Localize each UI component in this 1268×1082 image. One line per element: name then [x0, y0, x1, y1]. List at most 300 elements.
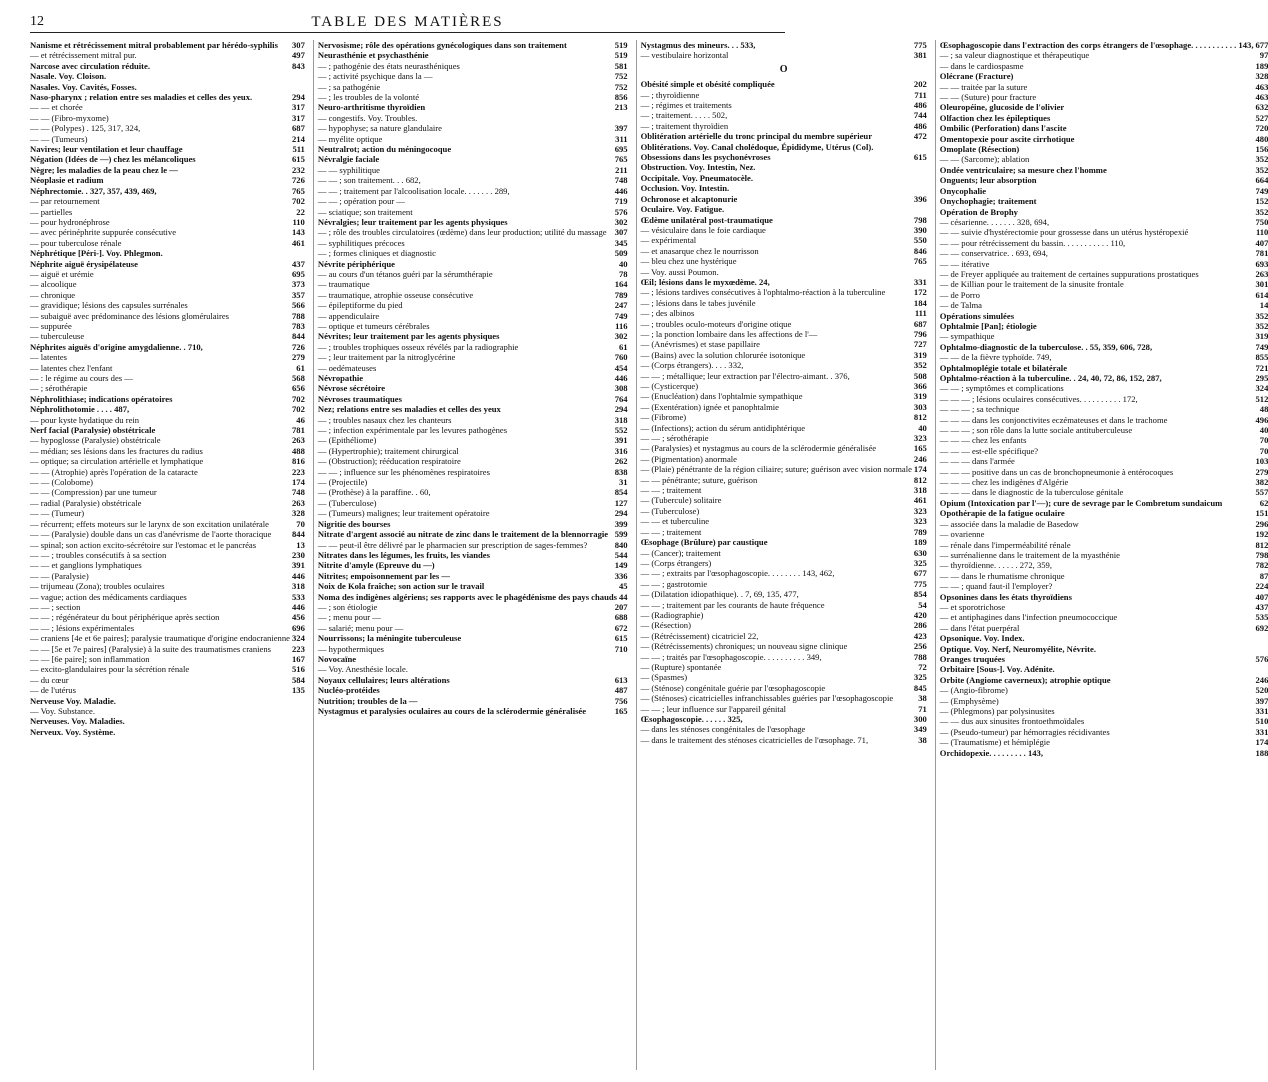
entry-text: — (Infections); action du sérum antidiphtérique: [640, 422, 806, 433]
index-entry: [318, 519, 628, 529]
entry-text: — (Tuberculose): [317, 497, 377, 508]
entry-page: 816: [291, 456, 305, 467]
entry-page: 749: [614, 310, 628, 321]
entry-page: 487: [614, 685, 628, 696]
entry-page: 318: [291, 581, 305, 592]
index-entry: [30, 311, 305, 321]
index-entry: [30, 290, 305, 300]
entry-text: — (Plaie) pénétrante de la région ciliaire; suture; guérison avec vision normale: [640, 464, 912, 475]
entry-text: — ; rôle des troubles circulatoires (œdème) dans leur production; utilité du massage: [317, 227, 607, 238]
entry-page: 46: [296, 414, 305, 425]
entry-page: 223: [291, 643, 305, 654]
entry-text: Névroses traumatiques: [317, 393, 402, 404]
index-column-1: [30, 40, 305, 1070]
entry-text: — de Talma: [939, 300, 982, 311]
entry-page: 615: [614, 633, 628, 644]
entry-page: 70: [296, 518, 305, 529]
entry-page: 70: [1259, 435, 1268, 446]
index-entry: [940, 71, 1268, 81]
entry-text: — — dus aux sinusites frontoethmoïdales: [939, 716, 1085, 727]
entry-text: — ; sa valeur diagnostique et thérapeutique: [939, 50, 1090, 61]
index-entry: [30, 571, 305, 581]
entry-page: 263: [291, 435, 305, 446]
index-entry: [318, 217, 628, 227]
entry-page: 677: [913, 568, 927, 579]
index-entry: [940, 716, 1268, 726]
entry-page: 720: [1255, 123, 1268, 134]
entry-page: 230: [291, 549, 305, 560]
entry-text: — thyroïdienne. . . . . . 272, 359,: [939, 560, 1052, 571]
entry-text: Obstruction. Voy. Intestin, Nez.: [640, 162, 756, 173]
index-entry: [318, 560, 628, 570]
index-entry: [318, 279, 628, 289]
index-entry: [30, 373, 305, 383]
entry-text: — (Tubercule) solitaire: [640, 495, 722, 506]
entry-text: — avec périnéphrite suppurée consécutive: [30, 227, 177, 238]
entry-page: 256: [913, 641, 927, 652]
index-entry: [30, 415, 305, 425]
entry-text: Obésité simple et obésité compliquée: [640, 79, 775, 90]
entry-text: — de Killian pour le traitement de la sinusite frontale: [939, 279, 1124, 290]
entry-text: — — pénétrante; suture, guérison: [640, 474, 758, 485]
entry-page: 702: [291, 393, 305, 404]
entry-text: — — — ; son rôle dans la lutte sociale antituberculeuse: [939, 425, 1133, 436]
entry-text: — (Tumeurs) malignes; leur traitement opératoire: [317, 508, 490, 519]
entry-text: Occlusion. Voy. Intestin.: [640, 183, 730, 194]
index-entry: [641, 724, 927, 734]
entry-page: 328: [291, 508, 305, 519]
index-entry: [30, 696, 305, 706]
entry-page: 103: [1255, 456, 1268, 467]
entry-text: Nerveux. Voy. Système.: [30, 726, 116, 737]
index-entry: [318, 248, 628, 258]
entry-page: 446: [614, 185, 628, 196]
entry-text: — optique et tumeurs cérébrales: [317, 320, 430, 331]
index-entry: [940, 675, 1268, 685]
index-entry: [641, 381, 927, 391]
entry-page: 303: [913, 401, 927, 412]
entry-page: 688: [614, 612, 628, 623]
entry-page: 557: [1255, 487, 1268, 498]
entry-text: — gravidique; lésions des capsules surrénales: [30, 300, 188, 311]
entry-page: 352: [1255, 310, 1268, 321]
index-entry: [940, 238, 1268, 248]
entry-page: 72: [918, 661, 927, 672]
index-entry: [318, 487, 628, 497]
entry-page: 110: [292, 216, 305, 227]
entry-page: 325: [913, 672, 927, 683]
entry-page: 38: [918, 734, 927, 745]
index-entry: [641, 225, 927, 235]
entry-page: 656: [291, 383, 305, 394]
entry-text: — subaiguë avec prédominance des lésions glomérulaires: [30, 310, 230, 321]
entry-page: 695: [614, 144, 628, 155]
entry-page: 446: [291, 601, 305, 612]
index-entry: [641, 714, 927, 724]
entry-text: — latentes chez l'enfant: [30, 362, 113, 373]
index-entry: [940, 82, 1268, 92]
entry-page: 316: [614, 445, 628, 456]
index-entry: [940, 134, 1268, 144]
index-entry: [641, 287, 927, 297]
entry-page: 576: [614, 206, 628, 217]
index-entry: [30, 435, 305, 445]
entry-page: 765: [291, 185, 305, 196]
index-entry: [30, 352, 305, 362]
index-entry: [940, 154, 1268, 164]
entry-page: 366: [913, 381, 927, 391]
index-entry: [318, 477, 628, 487]
index-entry: [641, 40, 927, 50]
index-entry: [940, 311, 1268, 321]
entry-text: Ochronose et alcaptonurie: [640, 193, 738, 204]
index-entry: [318, 321, 628, 331]
entry-page: 61: [296, 362, 305, 373]
index-entry: [318, 394, 628, 404]
entry-page: 750: [1255, 216, 1268, 227]
entry-text: Nigritie des bourses: [317, 518, 391, 529]
entry-text: — ; les troubles de la volonté: [317, 92, 420, 103]
index-entry: [940, 727, 1268, 737]
entry-text: Novocaïne: [317, 653, 357, 664]
entry-text: — excito-glandulaires pour la sécrétion rénale: [30, 664, 190, 675]
entry-page: 516: [291, 664, 305, 675]
entry-text: — ; la ponction lombaire dans les affections de l'—: [640, 328, 818, 339]
index-entry: [30, 675, 305, 685]
index-entry: [30, 71, 305, 81]
entry-page: 323: [913, 433, 927, 444]
page-title: TABLE DES MATIÈRES: [311, 14, 504, 30]
index-entry: [30, 623, 305, 633]
entry-text: Néphrolithotomie . . . . 487,: [30, 404, 130, 415]
index-entry: [318, 186, 628, 196]
entry-page: 568: [291, 373, 305, 383]
index-entry: [641, 589, 927, 599]
entry-text: — (Cysticerque): [640, 381, 699, 391]
index-entry: [318, 456, 628, 466]
entry-text: — ; lésions tardives consécutives à l'ophtalmo-réaction à la tuberculine: [640, 287, 886, 298]
entry-text: Ophtalmie [Pan]; étiologie: [939, 320, 1037, 331]
index-entry: [641, 600, 927, 610]
entry-page: 352: [1255, 320, 1268, 331]
entry-page: 318: [913, 485, 927, 496]
entry-page: 319: [1255, 331, 1268, 342]
entry-text: Neutralrot; action du méningocoque: [317, 144, 452, 155]
index-entry: [30, 477, 305, 487]
entry-page: 749: [1255, 341, 1268, 352]
entry-page: 202: [913, 79, 927, 90]
entry-text: Négation (Idées de —) chez les mélancoliques: [30, 154, 196, 165]
index-entry: [318, 40, 628, 50]
entry-page: 711: [914, 89, 927, 100]
entry-page: 323: [913, 516, 927, 527]
entry-text: — — ; traitement: [640, 526, 702, 537]
entry-page: 174: [1255, 737, 1268, 748]
entry-page: 463: [1255, 92, 1268, 103]
entry-page: 295: [1255, 373, 1268, 383]
entry-text: — de l'utérus: [30, 685, 76, 696]
entry-text: — — — chez les indigènes d'Algérie: [939, 477, 1069, 488]
index-entry: [318, 373, 628, 383]
entry-text: Névropathie: [317, 373, 364, 383]
index-entry: [30, 196, 305, 206]
index-entry: [940, 300, 1268, 310]
entry-page: 352: [913, 360, 927, 371]
entry-page: 294: [291, 92, 305, 103]
index-entry: [30, 685, 305, 695]
index-entry: [30, 113, 305, 123]
index-entry: [940, 290, 1268, 300]
entry-text: Névrose sécrétoire: [317, 383, 386, 394]
index-entry: [30, 248, 305, 258]
entry-page: 357: [291, 289, 305, 300]
index-entry: [641, 121, 927, 131]
entry-text: Oblitérations. Voy. Canal cholédoque, Épididyme, Utérus (Col).: [640, 141, 874, 152]
entry-text: — et anasarque chez le nourrisson: [640, 245, 759, 256]
entry-text: Orchidopexie. . . . . . . . . 143,: [939, 747, 1044, 758]
entry-text: — expérimental: [640, 235, 697, 246]
entry-text: — — ; quand faut-il l'employer?: [939, 581, 1053, 592]
index-entry: [318, 446, 628, 456]
index-entry: [940, 737, 1268, 747]
entry-text: Nitrate d'argent associé au nitrate de zinc dans le traitement de la blennorragie: [317, 529, 609, 540]
entry-page: 527: [1255, 112, 1268, 123]
index-entry: [30, 716, 305, 726]
entry-text: Nègre; les maladies de la peau chez le —: [30, 164, 178, 175]
entry-text: — (Spasmes): [640, 672, 688, 683]
entry-page: 167: [291, 653, 305, 664]
index-entry: [940, 592, 1268, 602]
entry-page: 45: [618, 581, 628, 592]
entry-page: 110: [1255, 227, 1268, 238]
index-entry: [641, 235, 927, 245]
entry-text: Néphrites aiguës d'origine amygdalienne. . 710,: [30, 341, 203, 352]
index-entry: [940, 227, 1268, 237]
entry-text: — — ; régénérateur du bout périphérique après section: [30, 612, 220, 623]
entry-text: — — — positive dans un cas de bronchopneumonie à entérocoques: [939, 466, 1174, 477]
entry-page: 845: [913, 682, 927, 693]
entry-text: — — — dans le diagnostic de la tuberculose génitale: [939, 487, 1124, 498]
entry-page: 391: [614, 435, 628, 446]
entry-text: — — (Compression) par une tumeur: [30, 487, 157, 498]
index-column-4: [935, 40, 1268, 1070]
entry-text: — — — chez les enfants: [939, 435, 1027, 446]
index-entry: [641, 319, 927, 329]
entry-text: — — (Paralysie): [30, 570, 89, 581]
entry-text: — ; sa pathogénie: [317, 81, 381, 92]
entry-page: 214: [291, 133, 305, 144]
index-entry: [30, 186, 305, 196]
entry-text: — ; thyroïdienne: [640, 89, 700, 100]
entry-text: — pour kyste hydatique du rein: [30, 414, 140, 425]
entry-page: 615: [913, 152, 927, 163]
entry-page: 486: [913, 100, 927, 111]
entry-text: — dans l'état puerpéral: [939, 622, 1020, 633]
entry-page: 614: [1255, 289, 1268, 300]
entry-page: 510: [1255, 716, 1268, 727]
index-entry: [30, 425, 305, 435]
entry-text: — — ; troubles consécutifs à sa section: [30, 549, 167, 560]
entry-page: 584: [291, 674, 305, 685]
entry-page: 246: [913, 453, 927, 464]
entry-page: 783: [291, 320, 305, 331]
entry-text: — de Freyer appliquée au traitement de certaines suppurations prostatiques: [939, 268, 1199, 279]
entry-page: 511: [292, 144, 305, 155]
index-entry: [641, 495, 927, 505]
entry-page: 519: [614, 50, 628, 61]
entry-text: — spinal; son action excito-sécrétoire sur l'estomac et le pancréas: [30, 539, 257, 550]
entry-text: Narcose avec circulation réduite.: [30, 60, 150, 71]
entry-page: 349: [913, 724, 927, 735]
entry-text: — (Angio-fibrome): [939, 685, 1008, 696]
entry-page: 189: [913, 537, 927, 548]
index-entry: [940, 498, 1268, 508]
entry-page: 263: [291, 497, 305, 508]
entry-page: 749: [1255, 185, 1268, 196]
index-entry: [30, 238, 305, 248]
entry-text: — pour hydronéphrose: [30, 216, 110, 227]
index-entry: [30, 602, 305, 612]
entry-text: — ; troubles nasaux chez les chanteurs: [317, 414, 452, 425]
entry-text: Oranges truquées: [939, 653, 1005, 664]
index-entry: [318, 602, 628, 612]
entry-text: Néphrite aiguë érysipélateuse: [30, 258, 138, 269]
entry-page: 317: [291, 112, 305, 123]
entry-text: — (Sténoses) cicatricielles infranchissables guéries par l'œsophagoscopie: [640, 693, 894, 704]
entry-page: 789: [913, 526, 927, 537]
entry-text: — (Corps étrangers): [640, 557, 712, 568]
index-entry: [30, 560, 305, 570]
entry-text: — trijumeau (Zona); troubles oculaires: [30, 581, 165, 592]
entry-text: — — (Tumeurs): [30, 133, 88, 144]
entry-text: — — ; extraits par l'œsophagoscopie. . . . . . . . 143, 462,: [640, 568, 835, 579]
index-entry: [318, 540, 628, 550]
entry-text: — — (Suture) pour fracture: [939, 92, 1037, 103]
entry-text: — tuberculeuse: [30, 331, 85, 342]
entry-text: — Voy. aussi Poumon.: [640, 266, 719, 277]
entry-text: Névralgies; leur traitement par les agents physiques: [317, 216, 508, 227]
entry-page: 352: [1255, 206, 1268, 217]
entry-text: — — ; section: [30, 601, 81, 612]
entry-page: 127: [614, 497, 628, 508]
entry-text: — (Exentération) ignée et panophtalmie: [640, 401, 779, 412]
entry-text: — latentes: [30, 352, 67, 363]
index-entry: [318, 685, 628, 695]
index-entry: [318, 154, 628, 164]
entry-text: — appendiculaire: [317, 310, 380, 321]
index-entry: [318, 144, 628, 154]
entry-text: Opium (Intoxication par l'—); cure de sevrage par le Combretum sundaicum: [939, 497, 1223, 508]
entry-page: 184: [913, 297, 927, 308]
entry-text: — ; activité psychique dans la —: [317, 71, 433, 82]
index-entry: [940, 175, 1268, 185]
index-entry: [641, 391, 927, 401]
entry-text: — aiguë et urémie: [30, 268, 94, 279]
entry-page: 294: [614, 404, 628, 415]
entry-text: Œsophagoscopie dans l'extraction des corps étrangers de l'œsophage. . . . . . . . . . . 143,: [939, 40, 1254, 50]
index-entry: [641, 152, 927, 162]
index-entry: [940, 40, 1268, 50]
index-entry: [940, 342, 1268, 352]
entry-text: — — — dans l'armée: [939, 456, 1015, 467]
entry-text: Neurasthénie et psychasthénie: [317, 50, 429, 61]
entry-text: Noma des indigènes algériens; ses rapports avec le phagédénisme des pays chauds: [317, 591, 617, 602]
entry-page: 727: [913, 339, 927, 350]
entry-text: — (Fibrome): [640, 412, 687, 423]
entry-text: Néphrolithiase; indications opératoires: [30, 393, 173, 404]
entry-page: 407: [1255, 237, 1268, 248]
entry-page: 286: [913, 620, 927, 631]
entry-text: — (Résection): [640, 620, 691, 631]
entry-page: 472: [913, 131, 927, 142]
entry-text: — — traitée par la suture: [939, 81, 1028, 92]
index-entry: [641, 631, 927, 641]
entry-page: 496: [1255, 414, 1268, 425]
entry-text: — rénale dans l'imperméabilité rénale: [939, 539, 1071, 550]
index-entry: [940, 612, 1268, 622]
index-entry: [318, 383, 628, 393]
entry-text: — au cours d'un tétanos guéri par la sérumthérapie: [317, 268, 493, 279]
entry-text: Nourrissons; la méningite tuberculeuse: [317, 633, 462, 644]
entry-page: 211: [615, 164, 628, 175]
entry-page: 399: [614, 518, 628, 529]
entry-page: 152: [1255, 196, 1268, 207]
entry-text: — (Paralysies) et nystagmus au cours de la sclérodermie généralisée: [640, 443, 877, 454]
entry-page: 373: [291, 279, 305, 290]
entry-page: 54: [918, 599, 927, 610]
entry-text: — traumatique: [317, 279, 370, 290]
entry-page: 307: [614, 227, 628, 238]
entry-page: 726: [291, 175, 305, 186]
entry-text: — (Emphysème): [939, 695, 999, 706]
entry-page: 324: [1255, 383, 1268, 394]
index-entry: [641, 194, 927, 204]
entry-text: — — itérative: [939, 258, 990, 269]
entry-text: — (Radiographie): [640, 609, 704, 620]
entry-page: 446: [614, 373, 628, 383]
index-entry: [318, 415, 628, 425]
index-entry: [30, 102, 305, 112]
entry-text: Noyaux cellulaires; leurs altérations: [317, 674, 450, 685]
index-entry: [318, 259, 628, 269]
entry-text: — partielles: [30, 206, 73, 217]
entry-page: 331: [913, 276, 927, 287]
entry-page: 318: [614, 414, 628, 425]
entry-text: Nervosisme; rôle des opérations gynécologiques dans son traitement: [317, 40, 567, 50]
entry-page: 296: [1255, 518, 1268, 529]
entry-page: 317: [291, 102, 305, 113]
entry-page: 382: [1255, 477, 1268, 488]
entry-page: 262: [614, 456, 628, 467]
index-entry: [318, 300, 628, 310]
index-entry: [641, 672, 927, 682]
index-entry: [318, 71, 628, 81]
index-entry: [30, 529, 305, 539]
index-entry: [318, 550, 628, 560]
entry-page: 116: [615, 320, 628, 331]
page-number: 12: [30, 14, 44, 29]
entry-page: 664: [1255, 175, 1268, 186]
entry-text: Opération de Brophy: [939, 206, 1018, 217]
entry-page: 165: [913, 443, 927, 454]
index-entry: [30, 144, 305, 154]
entry-text: Névrites; leur traitement par les agents physiques: [317, 331, 500, 342]
entry-text: Nitrites; empoisonnement par les —: [317, 570, 450, 581]
entry-page: 164: [614, 279, 628, 290]
index-entry: [30, 50, 305, 60]
index-entry: [641, 183, 927, 193]
entry-page: 695: [291, 268, 305, 279]
